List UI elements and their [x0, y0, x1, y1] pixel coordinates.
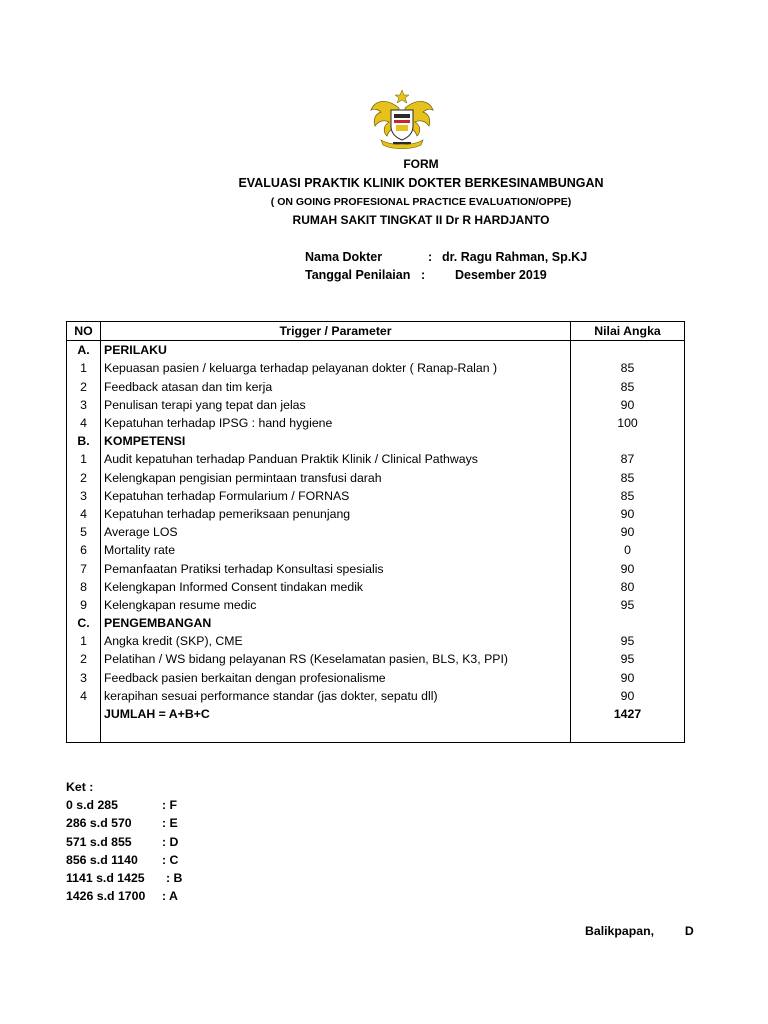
legend-item [66, 796, 182, 814]
table-row [67, 505, 685, 523]
row-number: B. [67, 432, 101, 450]
table-row [67, 359, 685, 377]
row-number: 2 [67, 469, 101, 487]
row-value: 90 [620, 688, 635, 703]
row-parameter: Mortality rate [101, 541, 571, 559]
column-header-parameter: Trigger / Parameter [101, 322, 571, 341]
row-value: 95 [620, 634, 635, 649]
grade-legend [66, 778, 182, 905]
table-row [67, 432, 685, 450]
row-parameter: Kepatuhan terhadap Formularium / FORNAS [101, 487, 571, 505]
row-parameter: Kepatuhan terhadap pemeriksaan penunjang [101, 505, 571, 523]
row-value [571, 614, 685, 632]
table-row [67, 541, 685, 559]
hospital-emblem-logo [369, 88, 435, 150]
table-row [67, 469, 685, 487]
legend-range: 0 s.d 285 [66, 798, 118, 813]
total-value: 1427 [613, 707, 642, 722]
section-heading: PENGEMBANGAN [101, 614, 571, 632]
table-blank-row [67, 723, 685, 743]
table-row [67, 487, 685, 505]
row-parameter: Kelengkapan pengisian permintaan transfusi darah [101, 469, 571, 487]
blank-cell [67, 723, 101, 743]
row-value: 85 [620, 470, 635, 485]
table-row [67, 559, 685, 577]
row-value: 85 [620, 379, 635, 394]
table-row [67, 669, 685, 687]
legend-item [66, 814, 182, 832]
table-row [67, 414, 685, 432]
row-parameter: Pelatihan / WS bidang pelayanan RS (Keselamatan pasien, BLS, K3, PPI) [101, 650, 571, 668]
assessment-date-separator: : [421, 268, 426, 282]
legend-grade: : A [162, 889, 178, 904]
row-value: 90 [620, 561, 635, 576]
row-value: 90 [620, 506, 635, 521]
row-value [571, 341, 685, 360]
row-number: 2 [67, 650, 101, 668]
row-number: 8 [67, 578, 101, 596]
row-parameter: Penulisan terapi yang tepat dan jelas [101, 396, 571, 414]
row-number: 4 [67, 505, 101, 523]
row-value: 87 [620, 452, 635, 467]
table-row [67, 450, 685, 468]
doctor-name-separator: : [428, 250, 433, 264]
row-value: 95 [620, 597, 635, 612]
row-number: 3 [67, 396, 101, 414]
assessment-date-label: Tanggal Penilaian [305, 268, 411, 282]
legend-item [66, 887, 182, 905]
row-number: 3 [67, 487, 101, 505]
legend-item [66, 851, 182, 869]
table-row [67, 396, 685, 414]
row-value: 90 [620, 525, 635, 540]
hospital-name: RUMAH SAKIT TINGKAT II Dr R HARDJANTO [292, 213, 550, 227]
legend-grade: : F [162, 798, 178, 813]
table-row [67, 523, 685, 541]
row-parameter: Audit kepatuhan terhadap Panduan Praktik Klinik / Clinical Pathways [101, 450, 571, 468]
legend-grade: : D [162, 834, 179, 849]
section-heading: KOMPETENSI [101, 432, 571, 450]
row-parameter: Feedback atasan dan tim kerja [101, 378, 571, 396]
total-number-cell [67, 705, 101, 723]
table-row [67, 378, 685, 396]
row-parameter: Kelengkapan resume medic [101, 596, 571, 614]
legend-grade: : E [162, 816, 178, 831]
row-parameter: Kelengkapan Informed Consent tindakan medik [101, 578, 571, 596]
row-value: 90 [620, 397, 635, 412]
row-number: 4 [67, 687, 101, 705]
table-row [67, 632, 685, 650]
doctor-name-value: dr. Ragu Rahman, Sp.KJ [442, 250, 588, 264]
table-header-row [67, 322, 685, 341]
signature-place [585, 924, 694, 938]
row-number: A. [67, 341, 101, 360]
legend-grade: : B [166, 870, 183, 885]
row-value: 95 [620, 652, 635, 667]
form-title: EVALUASI PRAKTIK KLINIK DOKTER BERKESINAMBUNGAN [238, 176, 604, 190]
blank-cell [101, 723, 571, 743]
legend-range: 856 s.d 1140 [66, 852, 138, 867]
row-number: 7 [67, 559, 101, 577]
column-header-value: Nilai Angka [571, 322, 685, 341]
row-value: 90 [620, 670, 635, 685]
table-row [67, 650, 685, 668]
total-label: JUMLAH = A+B+C [101, 705, 571, 723]
row-number: 1 [67, 450, 101, 468]
row-parameter: Feedback pasien berkaitan dengan profesionalisme [101, 669, 571, 687]
row-parameter: Average LOS [101, 523, 571, 541]
table-row [67, 578, 685, 596]
legend-range: 1426 s.d 1700 [66, 889, 146, 904]
column-header-no: NO [67, 322, 101, 341]
row-value: 0 [624, 543, 631, 558]
row-number: 6 [67, 541, 101, 559]
row-parameter: Pemanfaatan Pratiksi terhadap Konsultasi spesialis [101, 559, 571, 577]
evaluation-table [66, 321, 685, 743]
blank-cell [571, 723, 685, 743]
row-number: 1 [67, 359, 101, 377]
row-number: 4 [67, 414, 101, 432]
legend-range: 571 s.d 855 [66, 834, 132, 849]
row-parameter: Kepuasan pasien / keluarga terhadap pelayanan dokter ( Ranap-Ralan ) [101, 359, 571, 377]
table-body [67, 341, 685, 743]
legend-grade: : C [162, 852, 179, 867]
table-row [67, 341, 685, 360]
signature-date: D [684, 924, 694, 938]
form-subtitle: ( ON GOING PROFESIONAL PRACTICE EVALUATION/OPPE) [270, 196, 572, 208]
table-row [67, 614, 685, 632]
row-number: 1 [67, 632, 101, 650]
row-parameter: Kepatuhan terhadap IPSG : hand hygiene [101, 414, 571, 432]
legend-range: 286 s.d 570 [66, 816, 132, 831]
row-value: 100 [617, 416, 638, 431]
legend-item [66, 869, 182, 887]
row-number: 3 [67, 669, 101, 687]
legend-item [66, 833, 182, 851]
assessment-date-value: Desember 2019 [455, 268, 547, 282]
row-number: 2 [67, 378, 101, 396]
total-row [67, 705, 685, 723]
row-number: 5 [67, 523, 101, 541]
row-value: 80 [620, 579, 635, 594]
legend-title: Ket : [66, 780, 94, 794]
row-value: 85 [620, 488, 635, 503]
row-parameter: kerapihan sesuai performance standar (jas dokter, sepatu dll) [101, 687, 571, 705]
doctor-name-label: Nama Dokter [305, 250, 383, 264]
row-number: 9 [67, 596, 101, 614]
row-value: 85 [620, 361, 635, 376]
signature-city: Balikpapan, [585, 924, 655, 938]
row-parameter: Angka kredit (SKP), CME [101, 632, 571, 650]
row-number: C. [67, 614, 101, 632]
form-heading: FORM [403, 157, 439, 171]
table-row [67, 687, 685, 705]
legend-range: 1141 s.d 1425 [66, 870, 145, 885]
row-value [571, 432, 685, 450]
table-row [67, 596, 685, 614]
section-heading: PERILAKU [101, 341, 571, 360]
